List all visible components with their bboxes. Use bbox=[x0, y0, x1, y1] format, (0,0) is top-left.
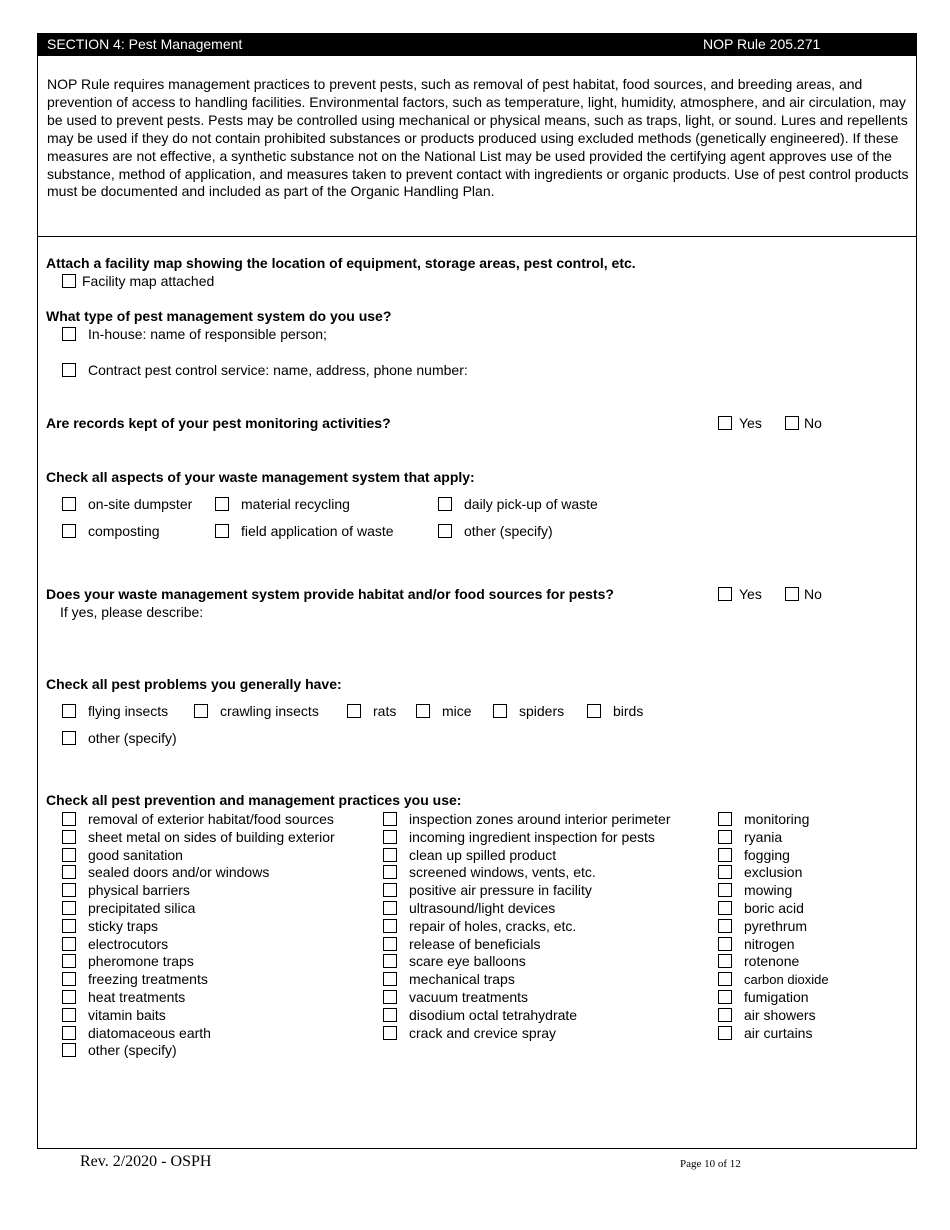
practice-checkbox[interactable] bbox=[62, 919, 76, 933]
facility-map-question: Attach a facility map showing the location of equipment, storage areas, pest control, etc. bbox=[46, 255, 636, 271]
practice-label: pyrethrum bbox=[744, 917, 808, 934]
contract-checkbox[interactable] bbox=[62, 363, 76, 377]
section-title: SECTION 4: Pest Management bbox=[47, 36, 243, 52]
practice-label: mowing bbox=[744, 882, 793, 899]
practice-label: air showers bbox=[744, 1006, 816, 1023]
practice-checkbox[interactable] bbox=[383, 1008, 397, 1022]
records-yes-label: Yes bbox=[739, 415, 762, 431]
practice-checkbox[interactable] bbox=[383, 812, 397, 826]
pest-problem-checkbox[interactable] bbox=[194, 704, 208, 718]
practice-checkbox[interactable] bbox=[383, 937, 397, 951]
practice-checkbox[interactable] bbox=[718, 883, 732, 897]
waste-label: field application of waste bbox=[241, 523, 394, 539]
pest-problem-label: crawling insects bbox=[220, 703, 319, 719]
pest-problem-label: mice bbox=[442, 703, 472, 719]
practice-checkbox[interactable] bbox=[718, 830, 732, 844]
waste-label: material recycling bbox=[241, 496, 350, 512]
practice-checkbox[interactable] bbox=[383, 901, 397, 915]
practices-question: Check all pest prevention and management practices you use: bbox=[46, 792, 462, 808]
practice-label: nitrogen bbox=[744, 935, 795, 952]
practice-checkbox[interactable] bbox=[718, 848, 732, 862]
practice-label: clean up spilled product bbox=[409, 846, 557, 863]
practice-checkbox[interactable] bbox=[62, 901, 76, 915]
practice-checkbox[interactable] bbox=[62, 937, 76, 951]
practice-label: removal of exterior habitat/food sources bbox=[88, 811, 334, 827]
footer-revision: Rev. 2/2020 - OSPH bbox=[80, 1153, 212, 1170]
practice-checkbox[interactable] bbox=[718, 972, 732, 986]
practice-label: screened windows, vents, etc. bbox=[409, 864, 596, 881]
habitat-no-label: No bbox=[804, 586, 822, 602]
records-question: Are records kept of your pest monitoring activities? bbox=[46, 415, 391, 431]
practice-checkbox[interactable] bbox=[718, 990, 732, 1004]
facility-map-checkbox[interactable] bbox=[62, 274, 76, 288]
practice-checkbox[interactable] bbox=[62, 883, 76, 897]
practice-checkbox[interactable] bbox=[383, 865, 397, 879]
habitat-describe: If yes, please describe: bbox=[60, 604, 204, 620]
practice-checkbox[interactable] bbox=[718, 1026, 732, 1040]
facility-map-label: Facility map attached bbox=[82, 273, 215, 289]
practice-checkbox[interactable] bbox=[62, 972, 76, 986]
practice-checkbox[interactable] bbox=[62, 1026, 76, 1040]
pest-problem-checkbox[interactable] bbox=[416, 704, 430, 718]
practice-label: other (specify) bbox=[88, 1042, 177, 1059]
practice-label: boric acid bbox=[744, 899, 804, 916]
practice-label: inspection zones around interior perimeter bbox=[409, 811, 671, 827]
pest-problem-label: other (specify) bbox=[88, 730, 177, 746]
intro-paragraph: NOP Rule requires management practices to prevent pests, such as removal of pest habitat, food sources, and breeding areas, and prevention of access to handling facilities. Environmental factors, such as temperature, light, humidity, atmosphere, and air circulation, may be used to prevent pests. Pests may be controlled using mechanical or physical means, such as traps, light, or sound. Lures and repellents may be used if they do not contain prohibited substances or products produced using excluded methods (genetically engineered). If these measures are not effective, a synthetic substance not on the National List may be used provided the certifying agent approves use of the substance, method of application, and measures taken to prevent contact with ingredients or organic products. Use of pest control products must be documented and included as part of the Organic Handling Plan. bbox=[47, 76, 909, 200]
practice-checkbox[interactable] bbox=[718, 937, 732, 951]
waste-checkbox[interactable] bbox=[215, 524, 229, 538]
practice-label: diatomaceous earth bbox=[88, 1024, 211, 1041]
practice-label: scare eye balloons bbox=[409, 953, 526, 970]
pest-problem-checkbox[interactable] bbox=[587, 704, 601, 718]
pest-problem-label: spiders bbox=[519, 703, 565, 719]
pest-problem-checkbox[interactable] bbox=[62, 704, 76, 718]
practice-checkbox[interactable] bbox=[383, 919, 397, 933]
practice-label: ryania bbox=[744, 828, 783, 845]
footer-page-number: Page 10 of 12 bbox=[680, 1158, 741, 1170]
practice-checkbox[interactable] bbox=[62, 812, 76, 826]
practice-label: freezing treatments bbox=[88, 971, 208, 988]
pest-system-question: What type of pest management system do you use? bbox=[46, 308, 392, 324]
practice-label: carbon dioxide bbox=[744, 972, 829, 988]
practice-label: heat treatments bbox=[88, 988, 186, 1005]
practice-checkbox[interactable] bbox=[718, 954, 732, 968]
practice-label: precipitated silica bbox=[88, 899, 196, 916]
practice-label: fumigation bbox=[744, 988, 809, 1005]
practice-label: release of beneficials bbox=[409, 935, 541, 952]
practice-checkbox[interactable] bbox=[383, 972, 397, 986]
waste-label: composting bbox=[88, 523, 160, 539]
pest-problem-checkbox[interactable] bbox=[493, 704, 507, 718]
waste-checkbox[interactable] bbox=[438, 524, 452, 538]
practice-label: vacuum treatments bbox=[409, 988, 529, 1005]
rule-reference: NOP Rule 205.271 bbox=[703, 36, 821, 52]
pest-problem-label: rats bbox=[373, 703, 397, 719]
practice-checkbox[interactable] bbox=[718, 901, 732, 915]
habitat-yes-checkbox[interactable] bbox=[718, 587, 732, 601]
practice-label: sticky traps bbox=[88, 917, 159, 934]
practice-label: sheet metal on sides of building exterior bbox=[88, 828, 335, 845]
practice-checkbox[interactable] bbox=[383, 830, 397, 844]
practice-checkbox[interactable] bbox=[62, 865, 76, 879]
practice-label: vitamin baits bbox=[88, 1006, 166, 1023]
practice-checkbox[interactable] bbox=[383, 848, 397, 862]
pest-problem-checkbox[interactable] bbox=[62, 731, 76, 745]
practice-checkbox[interactable] bbox=[62, 954, 76, 968]
practice-label: disodium octal tetrahydrate bbox=[409, 1006, 578, 1023]
practice-checkbox[interactable] bbox=[718, 919, 732, 933]
practice-label: monitoring bbox=[744, 811, 810, 827]
practice-checkbox[interactable] bbox=[383, 1026, 397, 1040]
practice-label: sealed doors and/or windows bbox=[88, 864, 270, 881]
practice-checkbox[interactable] bbox=[383, 883, 397, 897]
practice-label: mechanical traps bbox=[409, 971, 515, 988]
waste-checkbox[interactable] bbox=[62, 497, 76, 511]
practice-label: electrocutors bbox=[88, 935, 169, 952]
waste-checkbox[interactable] bbox=[62, 524, 76, 538]
practice-label: ultrasound/light devices bbox=[409, 899, 556, 916]
pest-problem-label: flying insects bbox=[88, 703, 169, 719]
practice-checkbox[interactable] bbox=[62, 1043, 76, 1057]
divider bbox=[38, 236, 916, 237]
practice-label: rotenone bbox=[744, 953, 800, 970]
practice-checkbox[interactable] bbox=[62, 848, 76, 862]
waste-checkbox[interactable] bbox=[215, 497, 229, 511]
habitat-yes-label: Yes bbox=[739, 586, 762, 602]
practice-label: positive air pressure in facility bbox=[409, 882, 592, 899]
practice-label: pheromone traps bbox=[88, 953, 194, 970]
practice-label: exclusion bbox=[744, 864, 803, 881]
habitat-question: Does your waste management system provide habitat and/or food sources for pests? bbox=[46, 586, 614, 602]
section-header bbox=[38, 34, 916, 56]
practice-label: repair of holes, cracks, etc. bbox=[409, 917, 577, 934]
practice-checkbox[interactable] bbox=[718, 1008, 732, 1022]
practice-label: incoming ingredient inspection for pests bbox=[409, 828, 655, 845]
waste-label: other (specify) bbox=[464, 523, 553, 539]
pest-problem-label: birds bbox=[613, 703, 644, 719]
practice-checkbox[interactable] bbox=[62, 830, 76, 844]
practice-checkbox[interactable] bbox=[718, 865, 732, 879]
practice-label: air curtains bbox=[744, 1024, 813, 1041]
records-no-checkbox[interactable] bbox=[785, 416, 799, 430]
records-yes-checkbox[interactable] bbox=[718, 416, 732, 430]
practice-checkbox[interactable] bbox=[383, 990, 397, 1004]
contract-label: Contract pest control service: name, address, phone number: bbox=[88, 362, 468, 378]
pest-problem-checkbox[interactable] bbox=[347, 704, 361, 718]
habitat-no-checkbox[interactable] bbox=[785, 587, 799, 601]
practice-label: good sanitation bbox=[88, 846, 183, 863]
practice-label: crack and crevice spray bbox=[409, 1024, 557, 1041]
waste-label: daily pick-up of waste bbox=[464, 496, 598, 512]
pest-problems-question: Check all pest problems you generally have: bbox=[46, 676, 342, 692]
in-house-checkbox[interactable] bbox=[62, 327, 76, 341]
in-house-label: In-house: name of responsible person; bbox=[88, 326, 327, 342]
practice-checkbox[interactable] bbox=[383, 954, 397, 968]
practice-checkbox[interactable] bbox=[62, 990, 76, 1004]
practice-label: fogging bbox=[744, 846, 790, 863]
practice-label: physical barriers bbox=[88, 882, 190, 899]
practice-checkbox[interactable] bbox=[718, 812, 732, 826]
practice-checkbox[interactable] bbox=[62, 1008, 76, 1022]
waste-label: on-site dumpster bbox=[88, 496, 193, 512]
waste-checkbox[interactable] bbox=[438, 497, 452, 511]
records-no-label: No bbox=[804, 415, 822, 431]
waste-question: Check all aspects of your waste management system that apply: bbox=[46, 469, 475, 485]
